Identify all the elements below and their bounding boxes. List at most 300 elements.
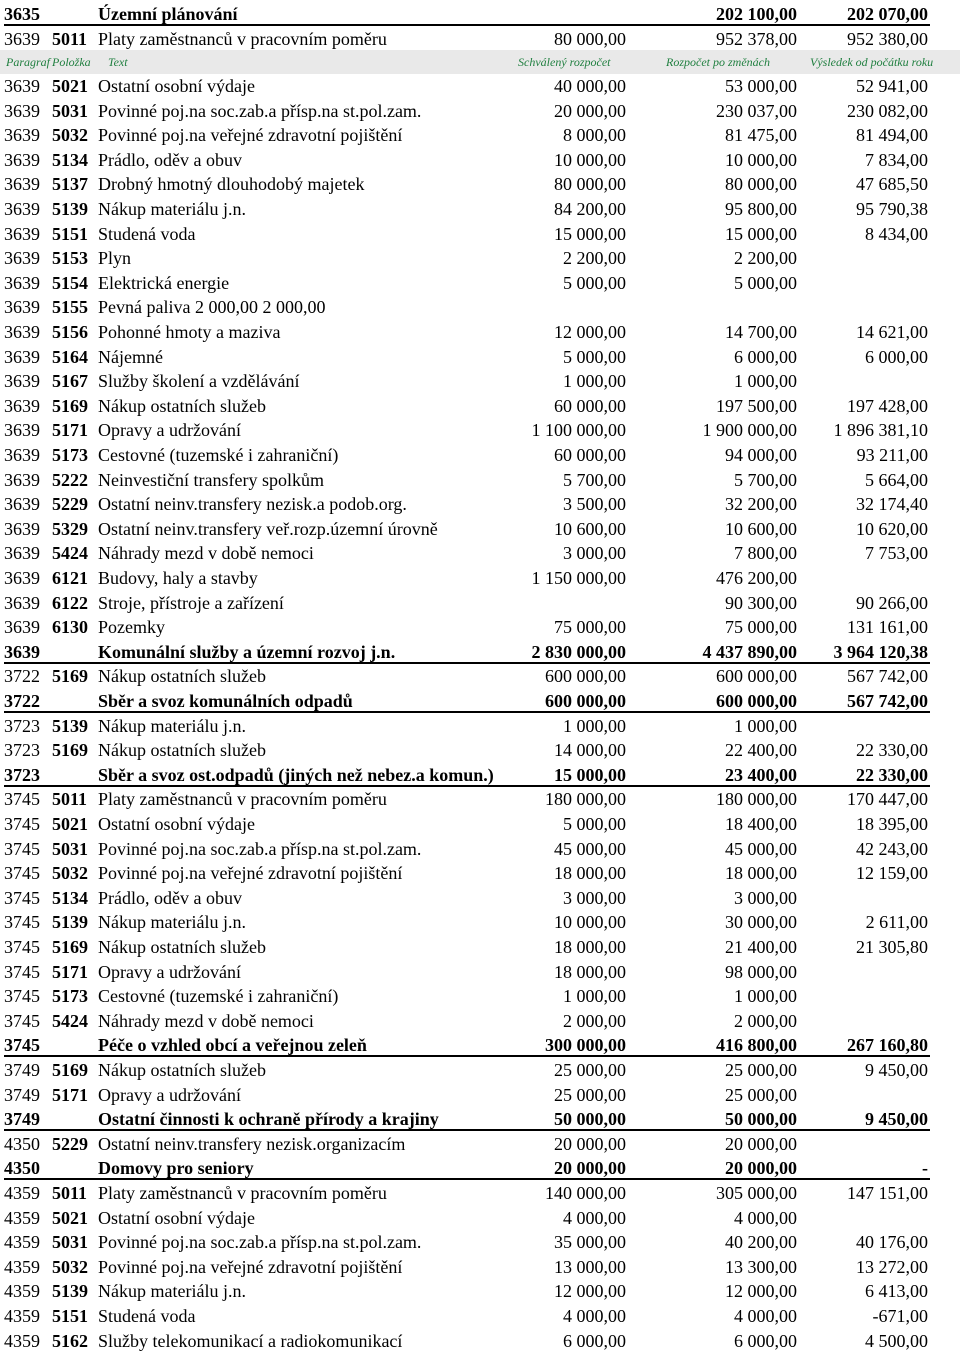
approved-budget-cell: 1 100 000,00 (531, 420, 626, 441)
polozka-cell: 5229 (52, 1133, 88, 1154)
result-cell: 22 330,00 (856, 764, 928, 785)
text-cell: Prádlo, oděv a obuv (98, 149, 242, 170)
approved-budget-cell: 60 000,00 (554, 445, 626, 465)
paragraf-cell: 3639 (4, 494, 40, 515)
polozka-cell: 6130 (52, 617, 88, 638)
approved-budget-cell: 5 000,00 (563, 814, 626, 834)
polozka-cell: 5169 (52, 740, 88, 761)
approved-budget-cell: 3 500,00 (563, 494, 626, 515)
text-cell: Povinné poj.na soc.zab.a přísp.na st.pol.zam. (98, 1232, 422, 1253)
adjusted-budget-cell: 40 200,00 (725, 1232, 797, 1253)
approved-budget-cell: 15 000,00 (554, 764, 626, 785)
text-cell: Nákup materiálu j.n. (98, 912, 246, 933)
polozka-cell: 5169 (52, 666, 88, 687)
approved-budget-cell: 140 000,00 (545, 1183, 626, 1203)
text-cell: Ostatní osobní výdaje (98, 1207, 255, 1228)
approved-budget-cell: 25 000,00 (554, 1060, 626, 1080)
adjusted-budget-cell: 45 000,00 (725, 838, 797, 859)
text-cell: Neinvestiční transfery spolkům (98, 469, 324, 490)
table-row (0, 271, 960, 295)
paragraf-cell: 3722 (4, 691, 40, 711)
text-cell: Nákup materiálu j.n. (98, 199, 246, 219)
polozka-cell: 5154 (52, 272, 88, 293)
paragraf-cell: 3639 (4, 592, 40, 613)
table-row (0, 1181, 960, 1205)
column-header (0, 50, 960, 74)
approved-budget-cell: 2 200,00 (563, 248, 626, 269)
polozka-cell: 5173 (52, 986, 88, 1007)
result-cell: 8 434,00 (865, 223, 928, 244)
approved-budget-cell: 75 000,00 (554, 617, 626, 638)
text-cell: Náhrady mezd v době nemoci (98, 1010, 314, 1031)
adjusted-budget-cell: 90 300,00 (725, 592, 797, 613)
adjusted-budget-cell: 4 437 890,00 (702, 641, 797, 662)
result-cell: 7 753,00 (865, 543, 928, 564)
paragraf-cell: 3745 (4, 1035, 40, 1056)
table-row (0, 320, 960, 344)
polozka-cell: 5137 (52, 174, 88, 195)
result-cell: - (922, 1158, 928, 1179)
text-cell: Péče o vzhled obcí a veřejnou zeleň (98, 1035, 367, 1056)
table-row (0, 443, 960, 467)
polozka-cell: 5032 (52, 1256, 88, 1277)
approved-budget-cell: 10 600,00 (554, 518, 626, 539)
result-cell: 93 211,00 (856, 445, 928, 465)
paragraf-cell: 3749 (4, 1084, 40, 1105)
table-row (0, 812, 960, 836)
text-cell: Domovy pro seniory (98, 1158, 254, 1179)
result-cell: 567 742,00 (847, 691, 928, 711)
paragraf-cell: 3639 (4, 76, 40, 96)
polozka-cell: 5169 (52, 395, 88, 416)
polozka-cell: 5134 (52, 149, 88, 170)
paragraf-cell: 3639 (4, 617, 40, 638)
polozka-cell: 5139 (52, 912, 88, 933)
polozka-cell: 5021 (52, 76, 88, 96)
adjusted-budget-cell: 952 378,00 (716, 28, 797, 49)
paragraf-cell: 3639 (4, 248, 40, 269)
paragraf-cell: 4359 (4, 1306, 40, 1326)
table-row (0, 295, 960, 319)
result-cell: 4 500,00 (865, 1330, 928, 1351)
polozka-cell: 5162 (52, 1330, 88, 1351)
adjusted-budget-cell: 25 000,00 (725, 1060, 797, 1080)
adjusted-budget-cell: 2 000,00 (734, 1010, 797, 1031)
table-row (0, 172, 960, 196)
table-row (0, 1009, 960, 1033)
adjusted-budget-cell: 202 100,00 (716, 4, 797, 24)
header-polozka: Položka (52, 55, 91, 69)
polozka-cell: 5011 (52, 789, 88, 810)
polozka-cell: 5424 (52, 543, 88, 564)
table-row (0, 1329, 960, 1353)
approved-budget-cell: 300 000,00 (545, 1035, 626, 1056)
adjusted-budget-cell: 53 000,00 (725, 76, 797, 96)
paragraf-cell: 3639 (4, 100, 40, 121)
subtotal-row (0, 1156, 960, 1180)
approved-budget-cell: 5 000,00 (563, 272, 626, 293)
approved-budget-cell: 2 000,00 (563, 1010, 626, 1031)
approved-budget-cell: 12 000,00 (554, 1281, 626, 1302)
approved-budget-cell: 4 000,00 (563, 1207, 626, 1228)
approved-budget-cell: 60 000,00 (554, 395, 626, 416)
adjusted-budget-cell: 95 800,00 (725, 199, 797, 219)
table-row (0, 74, 960, 98)
paragraf-cell: 3745 (4, 937, 40, 957)
text-cell: Prádlo, oděv a obuv (98, 887, 242, 908)
text-cell: Ostatní neinv.transfery nezisk.a podob.org. (98, 494, 407, 515)
polozka-cell: 5134 (52, 887, 88, 908)
result-cell: 42 243,00 (856, 838, 928, 859)
paragraf-cell: 4359 (4, 1232, 40, 1253)
paragraf-cell: 3723 (4, 715, 40, 736)
polozka-cell: 5171 (52, 1084, 88, 1105)
adjusted-budget-cell: 5 700,00 (734, 469, 797, 490)
paragraf-cell: 3635 (4, 4, 40, 24)
text-cell: Ostatní neinv.transfery veř.rozp.územní úrovně (98, 518, 438, 539)
adjusted-budget-cell: 21 400,00 (725, 937, 797, 957)
header-text: Text (108, 55, 128, 69)
table-row (0, 910, 960, 934)
table-row (0, 1304, 960, 1328)
table-row (0, 27, 960, 51)
paragraf-cell: 3639 (4, 543, 40, 564)
approved-budget-cell: 1 000,00 (563, 715, 626, 736)
approved-budget-cell: 13 000,00 (554, 1256, 626, 1277)
text-cell: Ostatní činnosti k ochraně přírody a krajiny (98, 1109, 439, 1130)
adjusted-budget-cell: 50 000,00 (725, 1109, 797, 1130)
adjusted-budget-cell: 416 800,00 (716, 1035, 797, 1056)
paragraf-cell: 3745 (4, 863, 40, 884)
result-cell: 6 413,00 (865, 1281, 928, 1302)
table-row (0, 1255, 960, 1279)
text-cell: Studená voda (98, 1306, 196, 1326)
paragraf-cell: 3745 (4, 814, 40, 834)
polozka-cell: 6122 (52, 592, 88, 613)
polozka-cell: 5229 (52, 494, 88, 515)
text-cell: Platy zaměstnanců v pracovním poměru (98, 789, 387, 810)
text-cell: Nákup ostatních služeb (98, 740, 266, 761)
subtotal-row (0, 1107, 960, 1131)
result-cell: 90 266,00 (856, 592, 928, 613)
result-cell: 40 176,00 (856, 1232, 928, 1253)
text-cell: Územní plánování (98, 4, 238, 24)
result-cell: 9 450,00 (865, 1109, 928, 1130)
text-cell: Sběr a svoz komunálních odpadů (98, 691, 353, 711)
adjusted-budget-cell: 180 000,00 (716, 789, 797, 810)
table-row (0, 566, 960, 590)
result-cell: 230 082,00 (847, 100, 928, 121)
adjusted-budget-cell: 4 000,00 (734, 1207, 797, 1228)
approved-budget-cell: 45 000,00 (554, 838, 626, 859)
paragraf-cell: 4350 (4, 1133, 40, 1154)
adjusted-budget-cell: 1 000,00 (734, 371, 797, 392)
polozka-cell: 5424 (52, 1010, 88, 1031)
paragraf-cell: 3745 (4, 887, 40, 908)
adjusted-budget-cell: 10 000,00 (725, 149, 797, 170)
table-row (0, 1230, 960, 1254)
paragraf-cell: 3749 (4, 1060, 40, 1080)
table-row (0, 787, 960, 811)
table-row (0, 99, 960, 123)
approved-budget-cell: 6 000,00 (563, 1330, 626, 1351)
text-cell: Sběr a svoz ost.odpadů (jiných než nebez.a komun.) (98, 764, 494, 785)
polozka-cell: 5151 (52, 223, 88, 244)
result-cell: 202 070,00 (847, 4, 928, 24)
result-cell: 197 428,00 (847, 395, 928, 416)
polozka-cell: 5011 (52, 28, 88, 49)
text-cell: Povinné poj.na veřejné zdravotní pojištění (98, 863, 403, 884)
polozka-cell: 5153 (52, 248, 88, 269)
text-cell: Náhrady mezd v době nemoci (98, 543, 314, 564)
table-row (0, 714, 960, 738)
result-cell: 267 160,80 (847, 1035, 928, 1056)
paragraf-cell: 3639 (4, 223, 40, 244)
adjusted-budget-cell: 5 000,00 (734, 272, 797, 293)
approved-budget-cell: 20 000,00 (554, 100, 626, 121)
paragraf-cell: 3639 (4, 641, 40, 662)
polozka-cell: 5021 (52, 1207, 88, 1228)
text-cell: Cestovné (tuzemské i zahraniční) (98, 986, 339, 1007)
table-row (0, 197, 960, 221)
result-cell: 81 494,00 (856, 125, 928, 146)
polozka-cell: 5167 (52, 371, 88, 392)
approved-budget-cell: 8 000,00 (563, 125, 626, 146)
table-row (0, 886, 960, 910)
adjusted-budget-cell: 23 400,00 (725, 764, 797, 785)
header-po-zmenach: Rozpočet po změnách (666, 55, 770, 69)
text-cell: Opravy a udržování (98, 961, 241, 982)
adjusted-budget-cell: 1 900 000,00 (702, 420, 797, 441)
text-cell: Plyn (98, 248, 132, 269)
text-cell: Pevná paliva 2 000,00 2 000,00 (98, 297, 326, 318)
polozka-cell: 5169 (52, 1060, 88, 1080)
text-cell: Ostatní osobní výdaje (98, 814, 255, 834)
text-cell: Budovy, haly a stavby (98, 568, 258, 588)
polozka-cell: 5021 (52, 814, 88, 834)
result-cell: 9 450,00 (865, 1060, 928, 1080)
subtotal-row (0, 640, 960, 664)
adjusted-budget-cell: 197 500,00 (716, 395, 797, 416)
approved-budget-cell: 5 000,00 (563, 346, 626, 367)
paragraf-cell: 3639 (4, 322, 40, 342)
table-row (0, 394, 960, 418)
table-row (0, 1279, 960, 1303)
paragraf-cell: 3639 (4, 445, 40, 465)
result-cell: 32 174,40 (856, 494, 928, 515)
subtotal-row (0, 763, 960, 787)
result-cell: 6 000,00 (865, 346, 928, 367)
text-cell: Pohonné hmoty a maziva (98, 322, 281, 342)
table-row (0, 123, 960, 147)
table-row (0, 492, 960, 516)
paragraf-cell: 3723 (4, 764, 40, 785)
text-cell: Pozemky (98, 617, 165, 638)
text-cell: Studená voda (98, 223, 196, 244)
paragraf-cell: 3639 (4, 149, 40, 170)
result-cell: 21 305,80 (856, 937, 928, 957)
text-cell: Nájemné (98, 346, 163, 367)
text-cell: Ostatní neinv.transfery nezisk.organizacím (98, 1133, 406, 1154)
polozka-cell: 5155 (52, 297, 88, 318)
table-row (0, 935, 960, 959)
paragraf-cell: 3745 (4, 789, 40, 810)
subtotal-row (0, 2, 960, 26)
result-cell: 3 964 120,38 (833, 641, 928, 662)
approved-budget-cell: 80 000,00 (554, 28, 626, 49)
text-cell: Stroje, přístroje a zařízení (98, 592, 284, 613)
polozka-cell: 6121 (52, 568, 88, 588)
result-cell: 10 620,00 (856, 518, 928, 539)
approved-budget-cell: 25 000,00 (554, 1084, 626, 1105)
table-row (0, 738, 960, 762)
approved-budget-cell: 35 000,00 (554, 1232, 626, 1253)
adjusted-budget-cell: 230 037,00 (716, 100, 797, 121)
text-cell: Cestovné (tuzemské i zahraniční) (98, 445, 339, 465)
adjusted-budget-cell: 30 000,00 (725, 912, 797, 933)
table-row (0, 222, 960, 246)
result-cell: 7 834,00 (865, 149, 928, 170)
paragraf-cell: 3745 (4, 961, 40, 982)
text-cell: Nákup ostatních služeb (98, 937, 266, 957)
adjusted-budget-cell: 3 000,00 (734, 887, 797, 908)
result-cell: 170 447,00 (847, 789, 928, 810)
adjusted-budget-cell: 1 000,00 (734, 986, 797, 1007)
table-row (0, 541, 960, 565)
table-row (0, 861, 960, 885)
paragraf-cell: 3639 (4, 174, 40, 195)
approved-budget-cell: 2 830 000,00 (531, 641, 626, 662)
result-cell: 147 151,00 (847, 1183, 928, 1203)
result-cell: 5 664,00 (865, 469, 928, 490)
result-cell: 2 611,00 (865, 912, 928, 933)
table-row (0, 517, 960, 541)
polozka-cell: 5329 (52, 518, 88, 539)
polozka-cell: 5156 (52, 322, 88, 342)
paragraf-cell: 4359 (4, 1183, 40, 1203)
polozka-cell: 5151 (52, 1306, 88, 1326)
approved-budget-cell: 20 000,00 (554, 1133, 626, 1154)
text-cell: Nákup materiálu j.n. (98, 715, 246, 736)
adjusted-budget-cell: 81 475,00 (725, 125, 797, 146)
table-row (0, 369, 960, 393)
text-cell: Nákup ostatních služeb (98, 1060, 266, 1080)
paragraf-cell: 3723 (4, 740, 40, 761)
table-row (0, 345, 960, 369)
approved-budget-cell: 600 000,00 (545, 691, 626, 711)
result-cell: 18 395,00 (856, 814, 928, 834)
approved-budget-cell: 50 000,00 (554, 1109, 626, 1130)
approved-budget-cell: 15 000,00 (554, 223, 626, 244)
adjusted-budget-cell: 25 000,00 (725, 1084, 797, 1105)
approved-budget-cell: 3 000,00 (563, 887, 626, 908)
adjusted-budget-cell: 32 200,00 (725, 494, 797, 515)
paragraf-cell: 4359 (4, 1281, 40, 1302)
result-cell: 13 272,00 (856, 1256, 928, 1277)
table-row (0, 1132, 960, 1156)
header-paragraf: Paragraf (6, 55, 51, 69)
table-row (0, 591, 960, 615)
approved-budget-cell: 40 000,00 (554, 76, 626, 96)
adjusted-budget-cell: 1 000,00 (734, 715, 797, 736)
table-row (0, 246, 960, 270)
result-cell: 567 742,00 (847, 666, 928, 687)
polozka-cell: 5164 (52, 346, 88, 367)
paragraf-cell: 3639 (4, 469, 40, 490)
adjusted-budget-cell: 15 000,00 (725, 223, 797, 244)
adjusted-budget-cell: 10 600,00 (725, 518, 797, 539)
subtotal-row (0, 689, 960, 713)
table-row (0, 1058, 960, 1082)
paragraf-cell: 3639 (4, 371, 40, 392)
table-row (0, 615, 960, 639)
polozka-cell: 5173 (52, 445, 88, 465)
approved-budget-cell: 4 000,00 (563, 1306, 626, 1326)
result-cell: 952 380,00 (847, 28, 928, 49)
adjusted-budget-cell: 94 000,00 (725, 445, 797, 465)
table-row (0, 837, 960, 861)
result-cell: 12 159,00 (856, 863, 928, 884)
polozka-cell: 5222 (52, 469, 88, 490)
adjusted-budget-cell: 75 000,00 (725, 617, 797, 638)
adjusted-budget-cell: 80 000,00 (725, 174, 797, 195)
polozka-cell: 5139 (52, 1281, 88, 1302)
paragraf-cell: 3639 (4, 297, 40, 318)
paragraf-cell: 3745 (4, 912, 40, 933)
text-cell: Komunální služby a územní rozvoj j.n. (98, 641, 396, 662)
table-row (0, 1083, 960, 1107)
polozka-cell: 5171 (52, 420, 88, 441)
header-vysledek: Výsledek od počátku roku (810, 55, 934, 69)
approved-budget-cell: 80 000,00 (554, 174, 626, 195)
text-cell: Nákup materiálu j.n. (98, 1281, 246, 1302)
subtotal-row (0, 1033, 960, 1057)
approved-budget-cell: 1 150 000,00 (531, 568, 626, 588)
approved-budget-cell: 20 000,00 (554, 1158, 626, 1179)
text-cell: Povinné poj.na veřejné zdravotní pojištění (98, 1256, 403, 1277)
adjusted-budget-cell: 14 700,00 (725, 322, 797, 342)
paragraf-cell: 3745 (4, 838, 40, 859)
paragraf-cell: 3639 (4, 28, 40, 49)
polozka-cell: 5139 (52, 199, 88, 219)
paragraf-cell: 3722 (4, 666, 40, 687)
table-row (0, 418, 960, 442)
paragraf-cell: 3745 (4, 1010, 40, 1031)
text-cell: Služby telekomunikací a radiokomunikací (98, 1330, 403, 1351)
adjusted-budget-cell: 6 000,00 (734, 346, 797, 367)
text-cell: Platy zaměstnanců v pracovním poměru (98, 28, 387, 49)
text-cell: Služby školení a vzdělávání (98, 371, 300, 392)
table-row (0, 468, 960, 492)
polozka-cell: 5032 (52, 125, 88, 146)
text-cell: Platy zaměstnanců v pracovním poměru (98, 1183, 387, 1203)
approved-budget-cell: 14 000,00 (554, 740, 626, 761)
adjusted-budget-cell: 18 000,00 (725, 863, 797, 884)
paragraf-cell: 4359 (4, 1256, 40, 1277)
table-row (0, 960, 960, 984)
adjusted-budget-cell: 12 000,00 (725, 1281, 797, 1302)
result-cell: 14 621,00 (856, 322, 928, 342)
paragraf-cell: 4359 (4, 1330, 40, 1351)
result-cell: 52 941,00 (856, 76, 928, 96)
polozka-cell: 5031 (52, 100, 88, 121)
text-cell: Ostatní osobní výdaje (98, 76, 255, 96)
polozka-cell: 5169 (52, 937, 88, 957)
approved-budget-cell: 10 000,00 (554, 149, 626, 170)
paragraf-cell: 4359 (4, 1207, 40, 1228)
polozka-cell: 5011 (52, 1183, 88, 1203)
adjusted-budget-cell: 20 000,00 (725, 1158, 797, 1179)
